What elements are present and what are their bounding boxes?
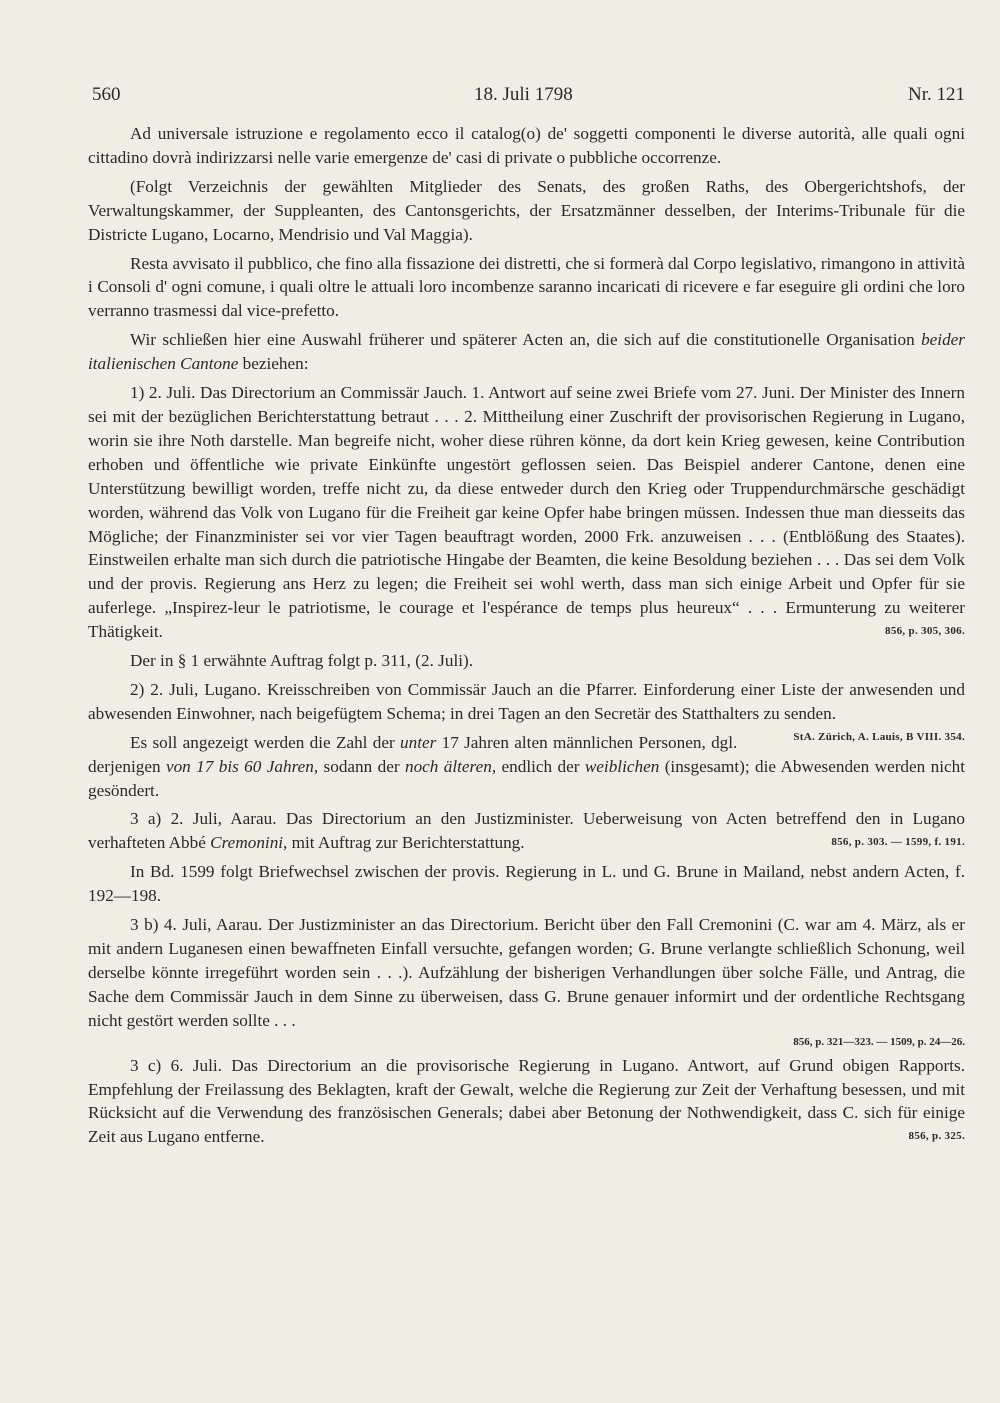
paragraph: 3 a) 2. Juli, Aarau. Das Directorium an den Justizminister. Ueberweisung von Acten betreffend den in Lugano verhafteten Abbé Cremonini, mit Auftrag zur Berichterstattung. 856, p. 303. — 1599, f. 191. [88,807,965,855]
page-number: 560 [92,84,121,105]
paragraph: Wir schließen hier eine Auswahl früherer und späterer Acten an, die sich auf die constitutionelle Organisation beider italienischen Cantone beziehen: [88,330,965,374]
archive-reference: 856, p. 321—323. — 1509, p. 24—26. [793,1035,965,1048]
paragraph: 2) 2. Juli, Lugano. Kreisschreiben von Commissär Jauch an die Pfarrer. Einforderung einer Liste der anwesenden und abwesenden Einwohner, nach beigefügtem Schema; in drei Tagen an den Secretär des Statthalters zu senden. StA. Zürich, A. Lauis, B VIII. 354. [88,678,965,726]
document-number: Nr. 121 [908,84,965,105]
paragraph: Der in § 1 erwähnte Auftrag folgt p. 311, (2. Juli). [130,651,474,671]
archive-reference: 856, p. 305, 306. [885,625,965,638]
paragraph: In Bd. 1599 folgt Briefwechsel zwischen der provis. Regierung in L. und G. Brune in Mailand, nebst andern Acten, f. 192—198. [88,862,965,906]
archive-reference: 856, p. 325. [908,1130,965,1143]
archive-reference: 856, p. 303. — 1599, f. 191. [831,836,965,849]
paragraph: 3 b) 4. Juli, Aarau. Der Justizminister an das Directorium. Bericht über den Fall Cremonini (C. war am 4. März, als er mit andern Luganesen einen bewaffneten Einfall versuchte, gefangen worden; G. Brune verlangte schließlich Schonung, weil derselbe könnte irregeführt worden sein . . .). Aufzählung der bisherigen Verhandlungen über solche Fälle, und Antrag, die Sache dem Commissär Jauch in dem Sinne zu überweisen, dass G. Brune genauer informirt und der ordentliche Rechtsgang nicht gestört werden sollte . . . [88,915,965,1030]
body-text [88,122,965,1154]
running-header [92,84,965,114]
archive-reference: StA. Zürich, A. Lauis, B VIII. 354. [793,730,965,743]
emphasis: beider italienischen Cantone [88,330,965,374]
paragraph: Es soll angezeigt werden die Zahl der unter 17 Jahren alten männlichen Personen, dgl. derjenigen von 17 bis 60 Jahren, sodann der noch älteren, endlich der weiblichen (insgesamt); die Abwesenden werden nicht gesöndert. [88,732,966,800]
paragraph: Ad universale istruzione e regolamento ecco il catalog(o) de' soggetti componenti le diverse autorità, alle quali ogni cittadino dovrà indirizzarsi nelle varie emergenze de' casi di private o pubbliche occorrenze. [88,124,965,167]
paragraph: 3 c) 6. Juli. Das Directorium an die provisorische Regierung in Lugano. Antwort, auf Grund obigen Rapports. Empfehlung der Freilassung des Beklagten, kraft der Gewalt, welche die Regierung zur Zeit der Verhaftung besessen, und mit Rücksicht auf die Verwendung des französischen Generals; dabei aber Betonung der Nothwendigkeit, dass C. sich für einige Zeit aus Lugano entferne. 856, p. 325. [88,1054,965,1150]
paragraph: (Folgt Verzeichnis der gewählten Mitglieder des Senats, des großen Raths, des Obergerichtshofs, der Verwaltungskammer, der Suppleanten, des Cantonsgerichts, der Ersatzmänner desselben, der Interims-Tribunale für die Districte Lugano, Locarno, Mendrisio und Val Maggia). [88,176,965,244]
paragraph: Resta avvisato il pubblico, che fino alla fissazione dei distretti, che si formerà dal Corpo legislativo, rimangono in attività i Consoli d' ogni comune, i quali oltre le attuali loro incombenze saranno incaricati di ricevere e far eseguire gli ordini che loro verranno trasmessi dal vice-prefetto. [88,253,965,321]
header-date: 18. Juli 1798 [474,84,573,105]
paragraph: 1) 2. Juli. Das Directorium an Commissär Jauch. 1. Antwort auf seine zwei Briefe vom 27. Juni. Der Minister des Innern sei mit der bezüglichen Berichterstattung betraut . . . 2. Mittheilung einer Zuschrift der provisorischen Regierung in Lugano, worin sie ihre Noth darstelle. Man begreife nicht, woher diese rühren könne, da dort kein Krieg gewesen, keine Contribution erhoben und öffentliche wie private Einkünfte ungestört geflossen seien. Das Beispiel anderer Cantone, denen eine Unterstützung bewilligt worden, treffe nicht zu, da diese entweder durch den Krieg oder Truppendurchmärsche geschädigt worden, während das Volk von Lugano für die Freiheit gar keine Opfer habe bringen müssen. Indessen thue man diesseits das Mögliche; der Finanzminister sei vor vier Tagen beauftragt worden, 2000 Frk. anzuweisen . . . (Entblößung des Staates). Einstweilen erhalte man sich durch die patriotische Hingabe der Beamten, die keine Besoldung beziehen . . . Das sei dem Volk und der provis. Regierung ans Herz zu legen; die Freiheit sei wohl werth, dass man sich einige Arbeit und Opfer für sie auferlege. „Inspirez-leur le patriotisme, le courage et l'espérance de temps plus heureux“ . . . Ermunterung zu weiterer Thätigkeit. 856, p. 305, 306. [88,381,965,644]
